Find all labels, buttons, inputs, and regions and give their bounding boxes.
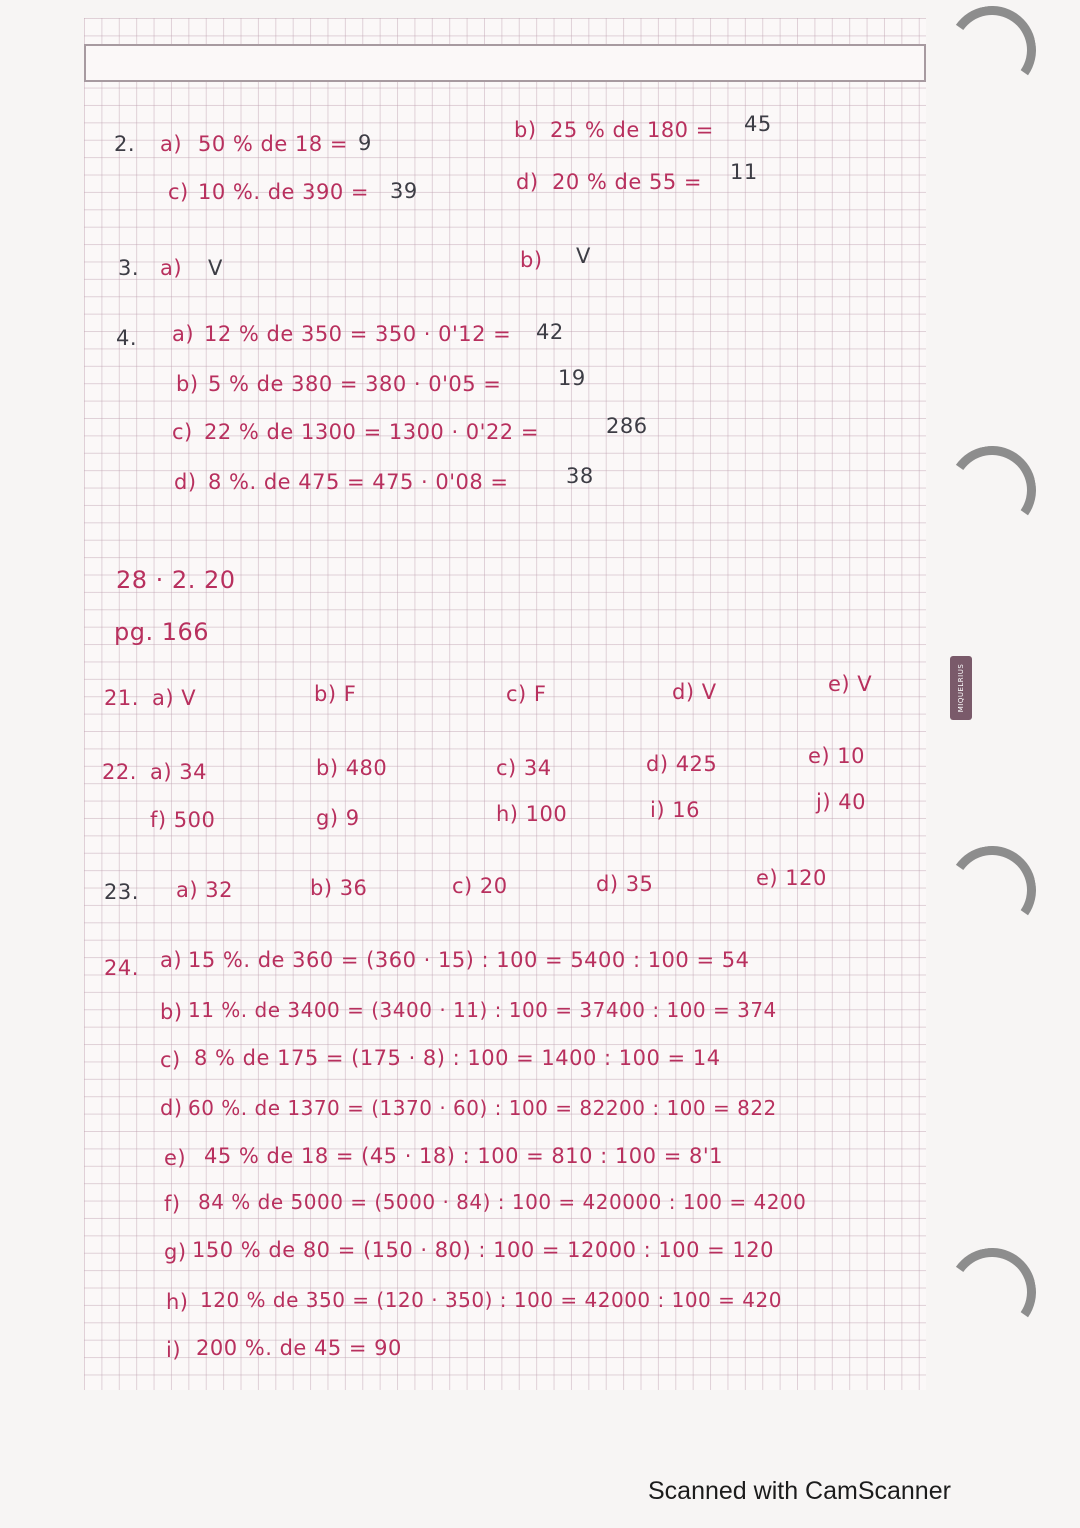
exercise-22-number: 22. — [102, 760, 137, 784]
date: 28 · 2. 20 — [116, 566, 236, 594]
exercise-24g-label: g) — [164, 1240, 187, 1264]
exercise-3b-label: b) — [520, 248, 543, 272]
exercise-2a-result: 9 — [358, 131, 372, 155]
exercise-2b-text: 25 % de 180 = — [550, 118, 714, 142]
exercise-22-item: c) 34 — [496, 756, 552, 780]
exercise-22-item: f) 500 — [150, 808, 216, 832]
exercise-24h-line: 120 % de 350 = (120 · 350) : 100 = 42000 : 100 = 420 — [200, 1288, 782, 1312]
exercise-23-number: 23. — [104, 880, 139, 904]
exercise-4d-result: 38 — [566, 464, 594, 488]
exercise-4a-result: 42 — [536, 320, 564, 344]
exercise-2c-text: 10 %. de 390 = — [198, 180, 369, 204]
exercise-4d-label: d) — [174, 470, 197, 494]
exercise-24a-line: 15 %. de 360 = (360 · 15) : 100 = 5400 : 100 = 54 — [188, 948, 750, 972]
binder-ring-icon — [941, 439, 1043, 541]
exercise-3b-result: V — [576, 244, 591, 268]
exercise-21-item: d) V — [672, 680, 717, 704]
exercise-4d-text: 8 %. de 475 = 475 · 0'08 = — [208, 470, 509, 494]
exercise-24h-label: h) — [166, 1290, 189, 1314]
exercise-2c-result: 39 — [390, 179, 418, 203]
exercise-4b-result: 19 — [558, 366, 586, 390]
exercise-23-item: a) 32 — [176, 878, 233, 902]
header-box — [84, 44, 926, 82]
exercise-24e-line: 45 % de 18 = (45 · 18) : 100 = 810 : 100 = 8'1 — [204, 1144, 723, 1168]
exercise-22-item: i) 16 — [650, 798, 700, 822]
exercise-2c-label: c) — [168, 180, 189, 204]
exercise-2b-result: 45 — [744, 112, 772, 136]
exercise-24c-line: 8 % de 175 = (175 · 8) : 100 = 1400 : 100 = 14 — [194, 1046, 721, 1070]
binder-ring-icon — [941, 839, 1043, 941]
exercise-2-number: 2. — [114, 132, 136, 156]
exercise-22-item: g) 9 — [316, 806, 360, 830]
exercise-3a-label: a) — [160, 256, 183, 280]
exercise-4c-text: 22 % de 1300 = 1300 · 0'22 = — [204, 420, 539, 444]
exercise-4b-text: 5 % de 380 = 380 · 0'05 = — [208, 372, 502, 396]
binder-ring-icon — [941, 0, 1043, 101]
exercise-4-number: 4. — [116, 326, 138, 350]
grid-paper — [84, 18, 926, 1390]
exercise-24i-label: i) — [166, 1338, 182, 1362]
exercise-24f-label: f) — [164, 1192, 181, 1216]
exercise-24i-line: 200 %. de 45 = 90 — [196, 1336, 402, 1360]
exercise-22-item: d) 425 — [646, 752, 718, 776]
exercise-2d-label: d) — [516, 170, 539, 194]
exercise-3-number: 3. — [118, 256, 140, 280]
exercise-4a-label: a) — [172, 322, 195, 346]
brand-label: MIQUELRIUS — [957, 663, 965, 713]
exercise-22-item: h) 100 — [496, 802, 568, 826]
brand-logo — [950, 656, 972, 720]
exercise-24d-line: 60 %. de 1370 = (1370 · 60) : 100 = 82200 : 100 = 822 — [188, 1096, 777, 1120]
exercise-2a-text: 50 % de 18 = — [198, 132, 348, 156]
binder-ring-icon — [941, 1241, 1043, 1343]
exercise-21-number: 21. — [104, 686, 139, 710]
exercise-24b-label: b) — [160, 1000, 183, 1024]
exercise-2d-result: 11 — [730, 160, 758, 184]
exercise-23-item: d) 35 — [596, 872, 654, 896]
exercise-22-item: a) 34 — [150, 760, 207, 784]
exercise-2b-label: b) — [514, 118, 537, 142]
exercise-23-item: e) 120 — [756, 866, 827, 890]
scanner-watermark: Scanned with CamScanner — [648, 1477, 951, 1505]
exercise-22-item: j) 40 — [816, 790, 866, 814]
exercise-24f-line: 84 % de 5000 = (5000 · 84) : 100 = 420000 : 100 = 4200 — [198, 1190, 807, 1214]
exercise-24-number: 24. — [104, 956, 139, 980]
exercise-4c-result: 286 — [606, 414, 648, 438]
exercise-24a-label: a) — [160, 948, 183, 972]
exercise-2a-label: a) — [160, 132, 183, 156]
exercise-21-item: b) F — [314, 682, 357, 706]
exercise-23-item: b) 36 — [310, 876, 368, 900]
exercise-2d-text: 20 % de 55 = — [552, 170, 702, 194]
exercise-21-item: a) V — [152, 686, 197, 710]
exercise-4a-text: 12 % de 350 = 350 · 0'12 = — [204, 322, 512, 346]
exercise-24g-line: 150 % de 80 = (150 · 80) : 100 = 12000 : 100 = 120 — [192, 1238, 774, 1262]
exercise-4c-label: c) — [172, 420, 193, 444]
exercise-4b-label: b) — [176, 372, 199, 396]
exercise-24e-label: e) — [164, 1146, 187, 1170]
exercise-3a-result: V — [208, 256, 223, 280]
exercise-24b-line: 11 %. de 3400 = (3400 · 11) : 100 = 37400 : 100 = 374 — [188, 998, 777, 1022]
exercise-24d-label: d) — [160, 1096, 183, 1120]
exercise-22-item: e) 10 — [808, 744, 866, 768]
exercise-24c-label: c) — [160, 1048, 181, 1072]
exercise-21-item: e) V — [828, 672, 873, 696]
exercise-23-item: c) 20 — [452, 874, 508, 898]
exercise-22-item: b) 480 — [316, 756, 388, 780]
exercise-21-item: c) F — [506, 682, 547, 706]
page-reference: pg. 166 — [114, 618, 210, 646]
